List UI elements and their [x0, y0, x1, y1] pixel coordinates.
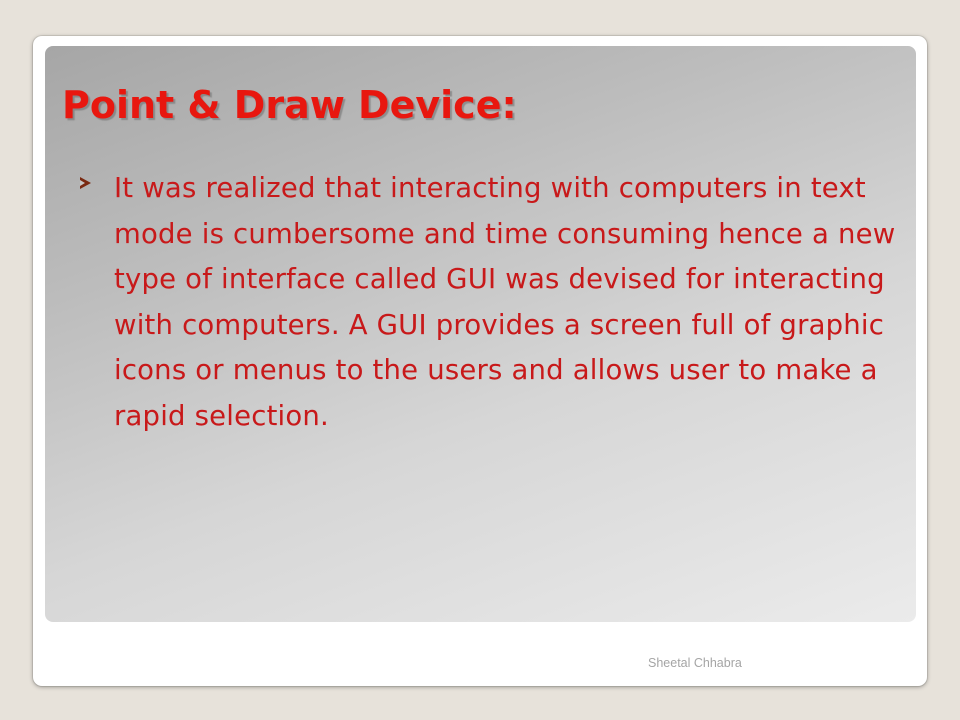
slide-title: Point & Draw Device:	[62, 83, 517, 127]
footer-author: Sheetal Chhabra	[648, 656, 742, 670]
arrowhead-bullet-icon	[80, 177, 91, 189]
slide-frame	[33, 36, 927, 686]
bullet-list	[72, 166, 902, 439]
bullet-item	[72, 166, 902, 439]
bullet-text: It was realized that interacting with computers in text mode is cumbersome and time consuming hence a new type of interface called GUI was devised for interacting with computers. A GUI provides a screen full of graphic icons or menus to the users and allows user to make a rapid selection.	[114, 172, 896, 432]
content-panel	[45, 46, 916, 622]
